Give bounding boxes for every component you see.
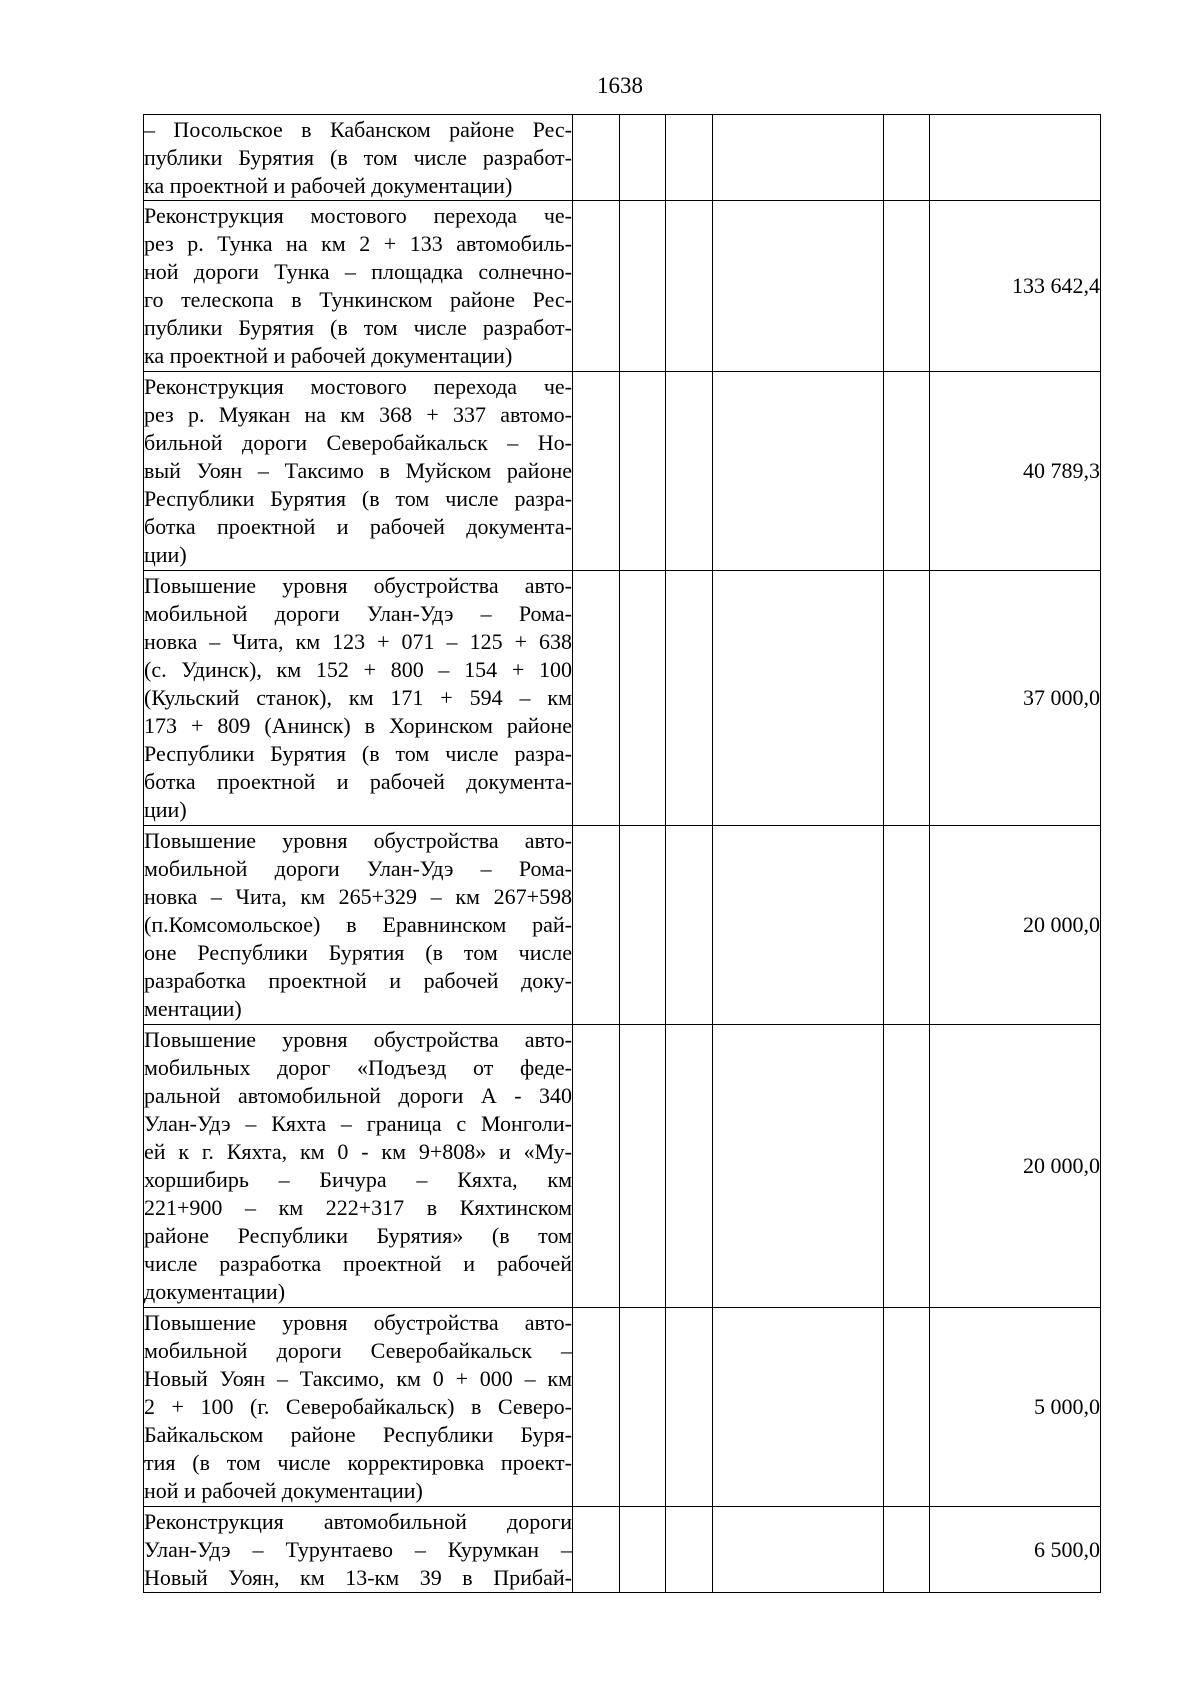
description-line: 2 + 100 (г. Северобайкальск) в Северо- [144,1394,572,1419]
description-line: ботка проектной и рабочей документа- [144,769,572,794]
empty-cell [713,1507,884,1593]
amount-cell: 133 642,4 [930,201,1101,372]
page-number: 1638 [597,73,643,98]
empty-cell [884,1025,930,1308]
description-line: Повышение уровня обустройства авто- [144,1310,572,1335]
empty-cell [573,1308,620,1507]
description-line: ка проектной и рабочей документации) [144,172,513,198]
description-line: Повышение уровня обустройства авто- [144,573,572,598]
empty-cell [884,201,930,372]
description-line: Новый Уоян – Таксимо, км 0 + 000 – км [144,1366,572,1391]
object-description [144,1025,573,1308]
object-description [144,571,573,826]
empty-cell [713,826,884,1025]
description-line: 221+900 – км 222+317 в Кяхтинском [144,1195,572,1220]
description-line: бильной дороги Северобайкальск – Но- [144,430,572,455]
empty-cell [620,1308,666,1507]
description-line: (с. Удинск), км 152 + 800 – 154 + 100 [144,657,572,682]
description-line: хоршибирь – Бичура – Кяхта, км [144,1167,572,1192]
object-description [144,372,573,571]
empty-cell [666,115,713,201]
description-line: – Посольское в Кабанском районе Рес- [144,116,572,142]
description-line: числе разработка проектной и рабочей [144,1251,572,1276]
object-description [144,1308,573,1507]
amount-cell: 6 500,0 [930,1507,1101,1593]
object-description [144,201,573,372]
amount-cell: 5 000,0 [930,1308,1101,1507]
empty-cell [884,571,930,826]
empty-cell [884,1507,930,1593]
description-line: новка – Чита, км 123 + 071 – 125 + 638 [144,629,572,654]
empty-cell [666,571,713,826]
amount-cell: 20 000,0 [930,826,1101,1025]
empty-cell [713,115,884,201]
object-description [144,826,573,1025]
description-line: рез р. Тунка на км 2 + 133 автомобиль- [144,231,572,256]
description-line: Байкальском районе Республики Буря- [144,1422,572,1447]
amount-cell: 37 000,0 [930,571,1101,826]
empty-cell [573,571,620,826]
description-line: документации) [144,1279,286,1304]
table-row [144,201,1101,372]
empty-cell [713,1308,884,1507]
table-row [144,826,1101,1025]
description-line: новка – Чита, км 265+329 – км 267+598 [144,884,572,909]
table-row [144,1308,1101,1507]
description-line: ной и рабочей документации) [144,1478,423,1503]
description-line: оне Республики Бурятия (в том числе [144,940,572,965]
description-line: ка проектной и рабочей документации) [144,343,513,368]
description-line: Реконструкция автомобильной дороги [144,1508,572,1534]
description-line: ментации) [144,996,242,1021]
empty-cell [884,372,930,571]
description-line: (Кульский станок), км 171 + 594 – км [144,685,572,710]
empty-cell [666,201,713,372]
description-line: Реконструкция мостового перехода че- [144,203,572,228]
description-line: вый Уоян – Таксимо в Муйском районе [144,458,572,483]
description-line: мобильной дороги Улан-Удэ – Рома- [144,856,572,881]
object-description [144,115,573,201]
table-row [144,571,1101,826]
table-row [144,1507,1101,1593]
description-line: го телескопа в Тункинском районе Рес- [144,287,572,312]
description-line: ции) [144,542,187,567]
description-line: мобильных дорог «Подъезд от феде- [144,1055,572,1080]
description-line: ной дороги Тунка – площадка солнечно- [144,259,572,284]
empty-cell [620,201,666,372]
description-line: мобильной дороги Северобайкальск – [144,1338,572,1363]
empty-cell [666,1308,713,1507]
description-line: тия (в том числе корректировка проект- [144,1450,572,1475]
object-description [144,1507,573,1593]
empty-cell [620,1507,666,1593]
description-line: Республики Бурятия (в том числе разра- [144,486,572,511]
empty-cell [713,1025,884,1308]
description-line: ральной автомобильной дороги А - 340 [144,1083,572,1108]
empty-cell [666,826,713,1025]
description-line: Повышение уровня обустройства авто- [144,828,572,853]
empty-cell [573,201,620,372]
empty-cell [620,571,666,826]
empty-cell [884,826,930,1025]
empty-cell [573,1025,620,1308]
empty-cell [620,115,666,201]
description-line: ботка проектной и рабочей документа- [144,514,572,539]
table-row [144,1025,1101,1308]
budget-table [143,114,1101,1593]
description-line: мобильной дороги Улан-Удэ – Рома- [144,601,572,626]
description-line: ей к г. Кяхта, км 0 - км 9+808» и «Му- [144,1139,572,1164]
description-line: ции) [144,797,187,822]
empty-cell [713,372,884,571]
empty-cell [573,115,620,201]
empty-cell [573,826,620,1025]
description-line: публики Бурятия (в том числе разработ- [144,315,572,340]
description-line: публики Бурятия (в том числе разработ- [144,144,572,170]
description-line: Реконструкция мостового перехода че- [144,374,572,399]
empty-cell [666,1025,713,1308]
description-line: 173 + 809 (Анинск) в Хоринском районе [144,713,572,738]
description-line: Улан-Удэ – Турунтаево – Курумкан – [144,1536,572,1562]
empty-cell [713,571,884,826]
empty-cell [573,1507,620,1593]
description-line: Улан-Удэ – Кяхта – граница с Монголи- [144,1111,572,1136]
empty-cell [620,826,666,1025]
empty-cell [620,1025,666,1308]
empty-cell [713,201,884,372]
amount-cell: 20 000,0 [930,1025,1101,1308]
empty-cell [666,372,713,571]
amount-cell: 40 789,3 [930,372,1101,571]
description-line: рез р. Муякан на км 368 + 337 автомо- [144,402,572,427]
empty-cell [884,1308,930,1507]
description-line: (п.Комсомольское) в Еравнинском рай- [144,912,572,937]
budget-table-body [144,115,1101,1593]
amount-cell [930,115,1101,201]
table-row [144,115,1101,201]
empty-cell [573,372,620,571]
empty-cell [666,1507,713,1593]
description-line: Повышение уровня обустройства авто- [144,1027,572,1052]
table-row [144,372,1101,571]
description-line: районе Республики Бурятия» (в том [144,1223,572,1248]
description-line: Республики Бурятия (в том числе разра- [144,741,572,766]
empty-cell [884,115,930,201]
description-line: разработка проектной и рабочей доку- [144,968,572,993]
empty-cell [620,372,666,571]
description-line: Новый Уоян, км 13-км 39 в Прибай- [144,1564,572,1590]
